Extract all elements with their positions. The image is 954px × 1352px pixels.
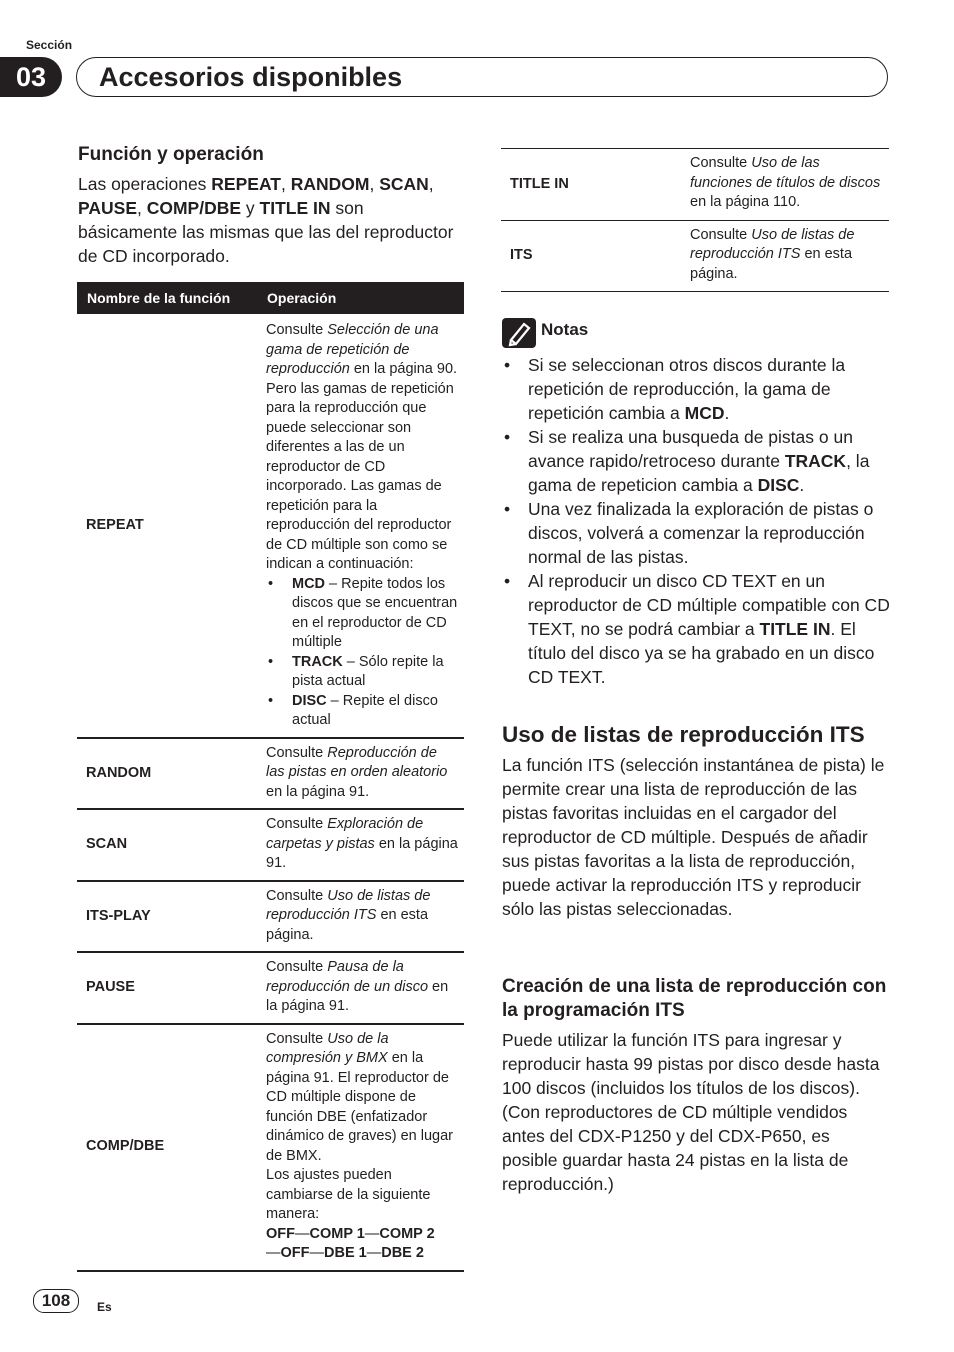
function-operation: Consulte Uso de la compresión y BMX en la página 91. El reproductor de CD múltiple dispone de función DBE (enfatizador dinámico de graves) en lugar de BMX. Los ajustes pueden cambiarse de la siguiente manera: OFF—COMP 1—COMP 2 —OFF—DBE 1—DBE 2 (257, 1024, 464, 1271)
function-operation: Consulte Uso de las funciones de títulos de discos en la página 110. (681, 149, 889, 221)
table-row (77, 952, 464, 1024)
notes-title: Notas (541, 320, 589, 339)
function-name: RANDOM (77, 738, 257, 810)
table-row (501, 149, 889, 221)
table-row (77, 809, 464, 881)
function-operation: Consulte Uso de listas de reproducción ITS en esta página. (257, 881, 464, 953)
page-title: Accesorios disponibles (99, 62, 403, 92)
language-code: Es (97, 1300, 112, 1314)
table-header-row (77, 282, 464, 314)
subheading-creacion: Creación de una lista de reproducción con la programación ITS (502, 976, 887, 1021)
function-name: ITS-PLAY (77, 881, 257, 953)
page-number: 108 (33, 1289, 79, 1313)
function-name: TITLE IN (501, 149, 681, 221)
subheading-funcion: Función y operación (78, 144, 264, 165)
function-operation: Consulte Exploración de carpetas y pistas en la página 91. (257, 809, 464, 881)
function-name: SCAN (77, 809, 257, 881)
function-operation: Consulte Pausa de la reproducción de un disco en la página 91. (257, 952, 464, 1024)
list-item: • Una vez finalizada la exploración de pistas o discos, volverá a comenzar la reproducción normal de las pistas. (502, 497, 890, 569)
title-bar (76, 57, 888, 97)
function-table-continued (501, 148, 889, 292)
list-item: • Si se realiza una busqueda de pistas o un avance rapido/retroceso durante TRACK, la gama de repeticion cambia a DISC. (502, 425, 890, 497)
column-header-name: Nombre de la función (77, 282, 257, 314)
function-name: ITS (501, 220, 681, 292)
list-item: • MCD – Repite todos los discos que se encuentran en el reproductor de CD múltiple (292, 575, 458, 653)
table-row (501, 220, 889, 292)
function-name: COMP/DBE (77, 1024, 257, 1271)
function-table (77, 282, 464, 1272)
function-name: PAUSE (77, 952, 257, 1024)
notes-list (502, 353, 890, 689)
function-name: REPEAT (77, 314, 257, 738)
list-item: • Al reproducir un disco CD TEXT en un reproductor de CD múltiple compatible con CD TEXT, no se podrá cambiar a TITLE IN. El título del disco ya se ha grabado en un disco CD TEXT. (502, 569, 890, 689)
section-label: Sección (26, 38, 73, 52)
list-item: • DISC – Repite el disco actual (292, 692, 458, 731)
notes-pencil-icon (502, 318, 536, 348)
section-heading-its: Uso de listas de reproducción ITS (502, 722, 865, 747)
table-row (77, 881, 464, 953)
column-header-op: Operación (257, 282, 464, 314)
table-row (77, 738, 464, 810)
function-operation: Consulte Uso de listas de reproducción ITS en esta página. (681, 220, 889, 292)
its-programming-paragraph: Puede utilizar la función ITS para ingresar y reproducir hasta 99 pistas por disco desde hasta 100 discos (incluidos los títulos de los discos). (Con reproductores de CD múltiple vendidos antes del CDX-P1250 y del CDX-P650, es posible guardar hasta 24 pistas en la lista de reproducción.) (502, 1030, 880, 1194)
function-operation: Consulte Selección de una gama de repetición de reproducción en la página 90. Pero las gamas de repetición para la reproducción que puede seleccionar son diferentes a las de un reproductor de CD incorporado. Las gamas de repetición para la reproducción del reproductor de CD múltiple son como se indican a continuación: • MCD – Repite todos los discos que se encuentran en el reproductor de CD múltiple • TRACK – Sólo repite la pista actual • DISC – Repite el disco actual (257, 314, 464, 738)
its-intro-paragraph: La función ITS (selección instantánea de pista) le permite crear una lista de reproducción de las pistas favoritas incluidas en el cargador del reproductor de CD múltiple. Después de añadir sus pistas favoritas a la lista de reproducción, puede activar la reproducción ITS y reproducir sólo las pistas seleccionadas. (502, 755, 885, 919)
repeat-range-list (266, 575, 458, 731)
section-number-badge: 03 (0, 57, 62, 97)
table-row (77, 314, 464, 738)
intro-paragraph: Las operaciones REPEAT, RANDOM, SCAN, PAUSE, COMP/DBE y TITLE IN son básicamente las mismas que las del reproductor de CD incorporado. (78, 174, 454, 266)
list-item: • TRACK – Sólo repite la pista actual (292, 653, 458, 692)
function-operation: Consulte Reproducción de las pistas en orden aleatorio en la página 91. (257, 738, 464, 810)
table-row (77, 1024, 464, 1271)
list-item: • Si se seleccionan otros discos durante la repetición de reproducción, la gama de repetición cambia a MCD. (502, 353, 890, 425)
